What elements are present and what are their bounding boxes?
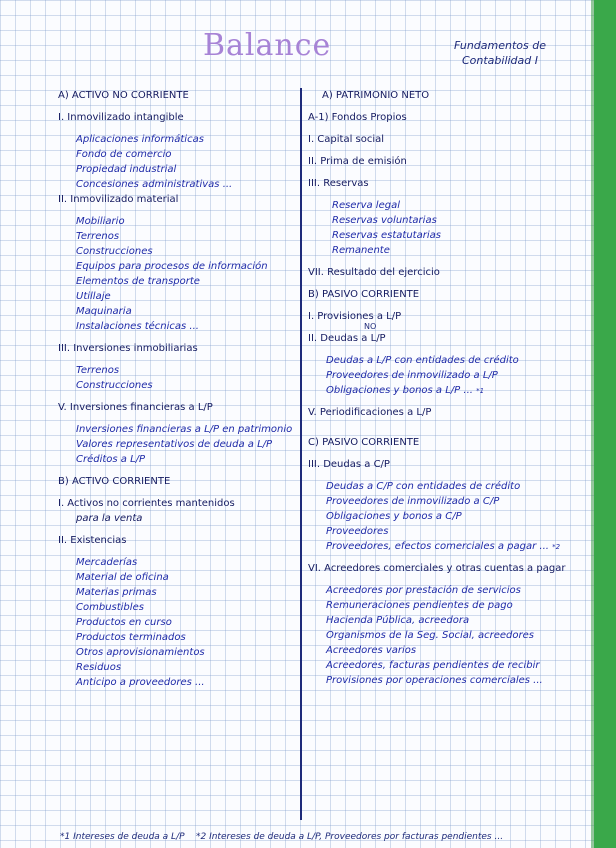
list-item: Remuneraciones pendientes de pago	[326, 600, 513, 611]
list-item: Créditos a L/P	[76, 454, 146, 465]
footnote-marker: *1	[476, 387, 485, 395]
section-heading-activo-corriente: B) ACTIVO CORRIENTE	[58, 476, 171, 487]
section-heading-pasivo-corriente: C) PASIVO CORRIENTE	[308, 437, 420, 448]
list-item-text: Obligaciones y bonos a L/P ...	[326, 385, 473, 396]
list-item: Proveedores de inmovilizado a L/P	[326, 370, 498, 381]
list-item: Proveedores de inmovilizado a C/P	[326, 496, 500, 507]
list-item: Acreedores por prestación de servicios	[326, 585, 521, 596]
subject-heading	[440, 38, 560, 68]
list-item: Fondo de comercio	[76, 149, 172, 160]
list-item: Productos terminados	[76, 632, 186, 643]
list-item: Productos en curso	[76, 617, 172, 628]
group-title: I. Inmovilizado intangible	[58, 112, 184, 123]
group-title: VI. Acreedores comerciales y otras cuentas a pagar	[308, 563, 566, 574]
subject-line-1: Fundamentos de	[453, 39, 547, 52]
list-item: Terrenos	[76, 231, 120, 242]
list-item	[308, 539, 570, 554]
list-item: Instalaciones técnicas ...	[76, 321, 199, 332]
group-title: II. Existencias	[58, 535, 127, 546]
list-item: Material de oficina	[76, 572, 169, 583]
list-item: Maquinaria	[76, 306, 132, 317]
list-item: Reserva legal	[332, 200, 400, 211]
list-item: Equipos para procesos de información	[76, 261, 268, 272]
list-item: Combustibles	[76, 602, 144, 613]
list-item: Acreedores, facturas pendientes de recibir	[326, 660, 540, 671]
group-title: A-1) Fondos Propios	[308, 112, 407, 123]
list-item	[308, 383, 570, 398]
green-page-tab	[594, 0, 616, 848]
list-item: Aplicaciones informáticas	[76, 134, 204, 145]
list-item: Provisiones por operaciones comerciales ...	[326, 675, 543, 686]
group-title: V. Inversiones financieras a L/P	[58, 402, 213, 413]
list-item: Terrenos	[76, 365, 120, 376]
group-title: III. Reservas	[308, 178, 369, 189]
list-item: Residuos	[76, 662, 122, 673]
group-title: I. Provisiones a L/P	[308, 311, 402, 322]
group-title: II. Prima de emisión	[308, 156, 407, 167]
section-heading-patrimonio-neto: A) PATRIMONIO NETO	[322, 90, 430, 101]
list-item: Utillaje	[76, 291, 111, 302]
list-item: Hacienda Pública, acreedora	[326, 615, 470, 626]
list-item: Concesiones administrativas ...	[76, 179, 233, 190]
list-item: Materias primas	[76, 587, 157, 598]
group-title: II. Deudas a L/P	[308, 333, 386, 344]
page-title: Balance	[203, 28, 332, 63]
group-title: III. Deudas a C/P	[308, 459, 390, 470]
list-item: Anticipo a proveedores ...	[76, 677, 205, 688]
list-item: Obligaciones y bonos a C/P	[326, 511, 462, 522]
footnote-1: *1 Intereses de deuda a L/P	[60, 832, 185, 842]
list-item: Valores representativos de deuda a L/P	[76, 439, 273, 450]
subject-line-2: Contabilidad I	[461, 54, 539, 67]
list-item: Construcciones	[76, 380, 153, 391]
group-title: V. Periodificaciones a L/P	[308, 407, 432, 418]
list-item: Organismos de la Seg. Social, acreedores	[326, 630, 534, 641]
footnotes	[60, 832, 503, 842]
group-title: III. Inversiones inmobiliarias	[58, 343, 198, 354]
group-title-continued: para la venta	[76, 513, 143, 524]
list-item: Deudas a C/P con entidades de crédito	[326, 481, 521, 492]
list-item: Deudas a L/P con entidades de crédito	[326, 355, 519, 366]
equity-liabilities-column	[308, 88, 570, 688]
footnote-marker: *2	[552, 543, 561, 551]
group-title: II. Inmovilizado material	[58, 194, 179, 205]
column-divider	[300, 88, 302, 820]
list-item: Otros aprovisionamientos	[76, 647, 205, 658]
list-item: Inversiones financieras a L/P en patrimonio	[76, 424, 293, 435]
group-title: I. Capital social	[308, 134, 385, 145]
no-annotation: NO	[364, 322, 377, 331]
footnote-2: *2 Intereses de deuda a L/P, Proveedores por facturas pendientes ...	[195, 832, 504, 842]
list-item: Mobiliario	[76, 216, 125, 227]
section-heading-activo-no-corriente: A) ACTIVO NO CORRIENTE	[58, 90, 189, 101]
list-item: Elementos de transporte	[76, 276, 200, 287]
assets-column	[58, 88, 296, 690]
list-item: Mercaderías	[76, 557, 138, 568]
list-item: Reservas estatutarias	[332, 230, 441, 241]
group-title: VII. Resultado del ejercicio	[308, 267, 440, 278]
group-title: I. Activos no corrientes mantenidos	[58, 498, 235, 509]
section-heading-pasivo-no-corriente: B) PASIVO CORRIENTE	[308, 289, 420, 300]
list-item: Acreedores varios	[326, 645, 417, 656]
list-item: Propiedad industrial	[76, 164, 177, 175]
list-item: Proveedores	[326, 526, 389, 537]
list-item: Reservas voluntarias	[332, 215, 437, 226]
list-item-text: Proveedores, efectos comerciales a pagar ...	[326, 541, 549, 552]
list-item: Remanente	[332, 245, 390, 256]
list-item: Construcciones	[76, 246, 153, 257]
